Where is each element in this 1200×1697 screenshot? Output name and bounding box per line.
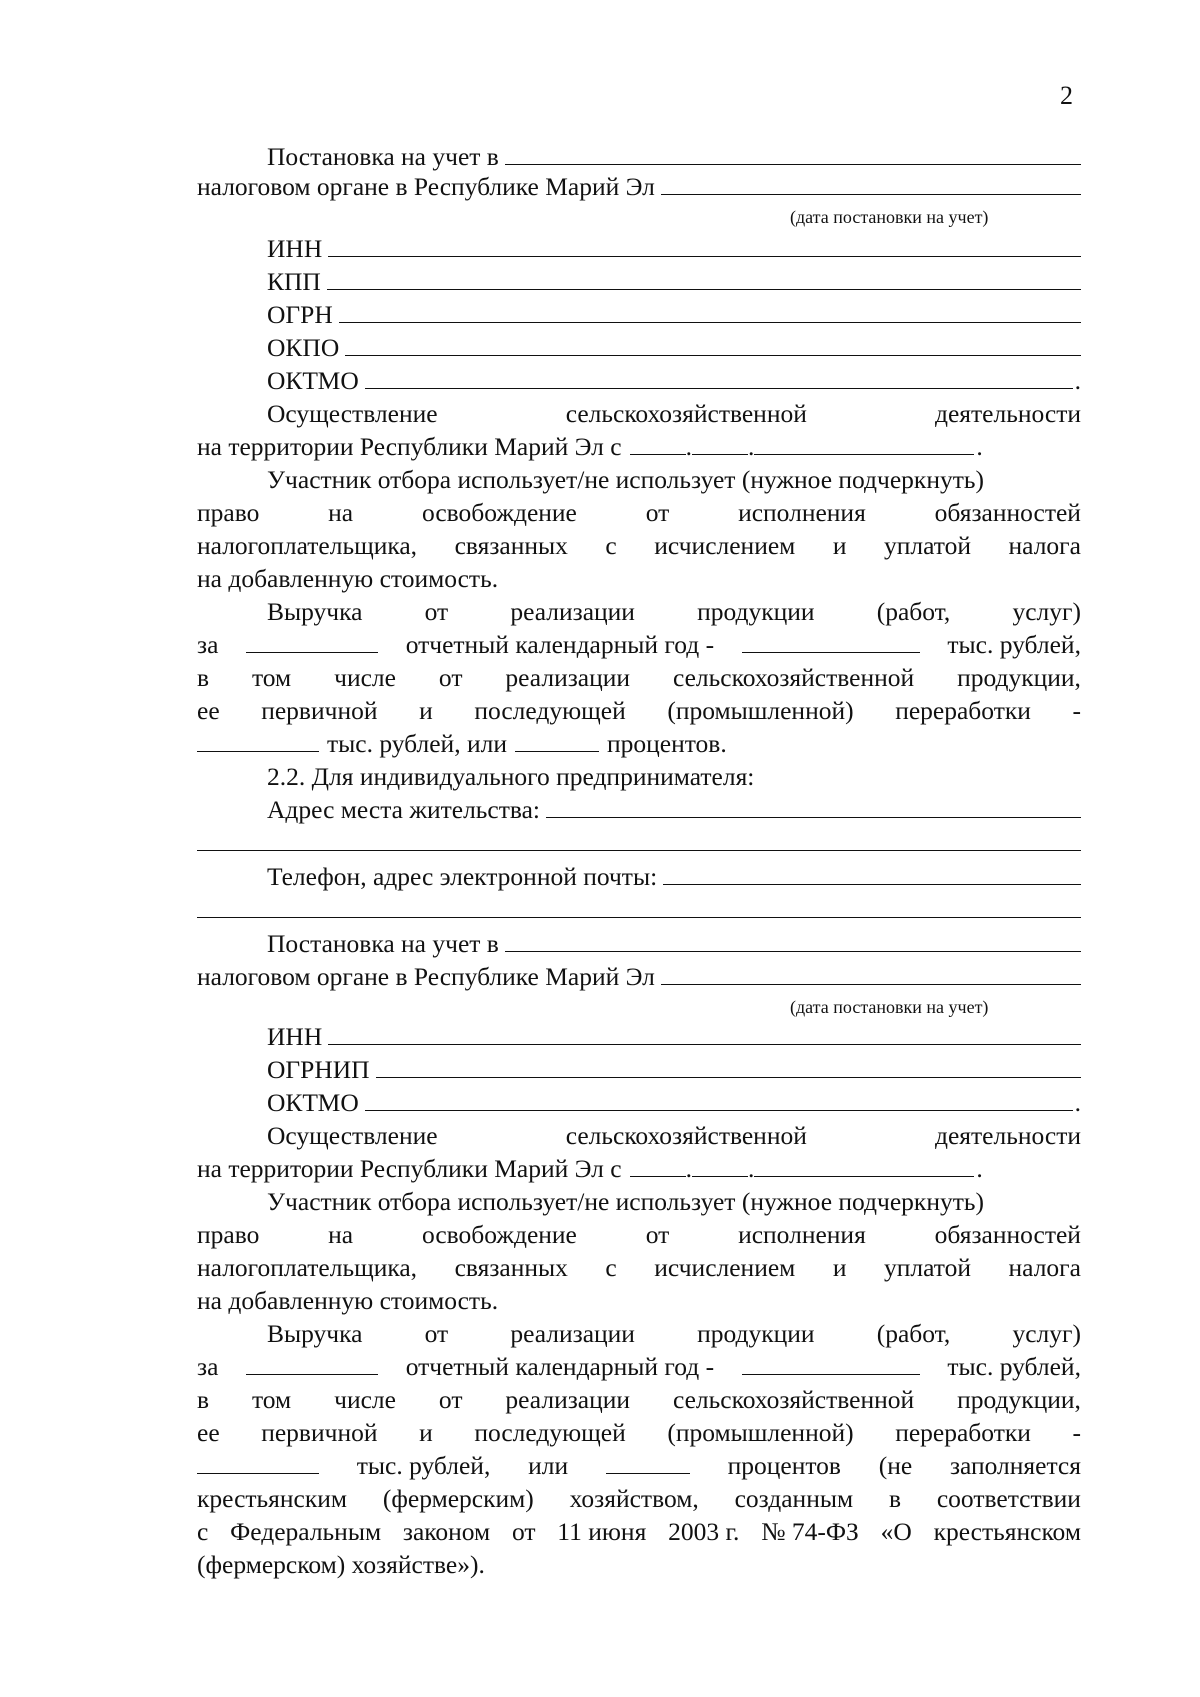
kpp-field[interactable] xyxy=(327,265,1081,290)
word: 2003 г. xyxy=(668,1517,740,1546)
word: исполнения xyxy=(738,498,866,527)
word: переработки xyxy=(895,696,1031,725)
ie-activity-day-field[interactable] xyxy=(630,1152,686,1177)
word: тыс. рублей, xyxy=(356,1451,491,1480)
word: законом xyxy=(402,1517,491,1546)
registration-date-caption: (дата постановки на учет) xyxy=(790,207,989,227)
date-separator: . xyxy=(747,1154,755,1183)
end-dot: . xyxy=(1074,366,1081,395)
word: право xyxy=(197,498,260,527)
activity-word: деятельности xyxy=(935,1121,1081,1150)
law-reference-end: (фермерском) хозяйстве»). xyxy=(197,1550,485,1579)
word: соответствии xyxy=(936,1484,1081,1513)
word: сельскохозяйственной xyxy=(672,1385,915,1414)
kpp-label: КПП xyxy=(267,267,321,296)
ie-vat-line-4 xyxy=(197,1284,1081,1317)
ie-activity-line-1 xyxy=(267,1119,1081,1152)
ie-revenue-line-8 xyxy=(197,1548,1081,1581)
word: (промышленной) xyxy=(667,1418,854,1447)
word: услуг) xyxy=(1012,597,1081,626)
phone-email-field-2[interactable] xyxy=(197,893,1081,918)
word: освобождение xyxy=(421,1220,577,1249)
vat-line-4 xyxy=(197,562,1081,595)
end-dot: . xyxy=(1074,1088,1081,1117)
vat-line-2 xyxy=(197,496,1081,529)
word: числе xyxy=(334,1385,396,1414)
word: (промышленной) xyxy=(667,696,854,725)
word: первичной xyxy=(261,1418,378,1447)
oktmo-label: ОКТМО xyxy=(267,366,359,395)
oktmo-label: ОКТМО xyxy=(267,1088,359,1117)
ie-revenue-line-3 xyxy=(197,1383,1081,1416)
word: числе xyxy=(334,663,396,692)
okpo-line xyxy=(267,331,1081,364)
word: уплатой xyxy=(884,1253,971,1282)
word: право xyxy=(197,1220,260,1249)
activity-word: деятельности xyxy=(935,399,1081,428)
activity-word: Осуществление xyxy=(267,399,438,428)
activity-start-label: на территории Республики Марий Эл с xyxy=(197,432,622,461)
ie-agri-revenue-field[interactable] xyxy=(197,1449,319,1474)
word: с xyxy=(605,531,617,560)
word: налога xyxy=(1008,531,1081,560)
ie-vat-line-2 xyxy=(197,1218,1081,1251)
vat-text: Участник отбора использует/не использует (нужное подчеркнуть) xyxy=(267,465,984,494)
word: с xyxy=(605,1253,617,1282)
ie-vat-line-1 xyxy=(267,1185,1081,1218)
registration-label: Постановка на учет в xyxy=(267,142,499,171)
agri-revenue-field[interactable] xyxy=(197,727,319,752)
ie-revenue-line-7 xyxy=(197,1515,1081,1548)
agri-percent-field[interactable] xyxy=(515,727,599,752)
activity-start-label: на территории Республики Марий Эл с xyxy=(197,1154,622,1183)
thousand-rubles-label: тыс. рублей, xyxy=(947,1352,1081,1381)
activity-word: сельскохозяйственной xyxy=(565,399,807,428)
okpo-label: ОКПО xyxy=(267,333,340,362)
word: и xyxy=(419,696,433,725)
word: реализации xyxy=(510,597,635,626)
inn-field[interactable] xyxy=(328,232,1081,257)
word: реализации xyxy=(505,663,631,692)
registration-line-2 xyxy=(197,170,1081,203)
revenue-line-3 xyxy=(197,661,1081,694)
phone-line-2 xyxy=(197,893,1081,926)
word: сельскохозяйственной xyxy=(672,663,915,692)
word: за xyxy=(197,1352,219,1381)
word: налогоплательщика, xyxy=(197,1253,418,1282)
ie-revenue-line-4 xyxy=(197,1416,1081,1449)
revenue-year-label: отчетный календарный год - xyxy=(405,630,715,659)
activity-month-field[interactable] xyxy=(692,430,748,455)
word: уплатой xyxy=(884,531,971,560)
word: продукции xyxy=(697,1319,815,1348)
ie-tax-authority-field[interactable] xyxy=(505,927,1081,952)
word: ее xyxy=(197,696,220,725)
word: и xyxy=(832,531,847,560)
activity-word: Осуществление xyxy=(267,1121,438,1150)
word: «О xyxy=(880,1517,912,1546)
inn-label: ИНН xyxy=(267,234,323,263)
ie-activity-year-field[interactable] xyxy=(754,1152,974,1177)
word: крестьянским xyxy=(197,1484,348,1513)
ie-activity-month-field[interactable] xyxy=(692,1152,748,1177)
revenue-line-5 xyxy=(197,727,1081,760)
phone-email-label: Телефон, адрес электронной почты: xyxy=(267,862,658,891)
tax-authority-label: налоговом органе в Республике Марий Эл xyxy=(197,172,655,201)
word: исчислением xyxy=(654,1253,796,1282)
address-field[interactable] xyxy=(546,793,1081,818)
word: от xyxy=(424,597,449,626)
inn-line xyxy=(267,232,1081,265)
oktmo-line xyxy=(267,364,1081,397)
word: хозяйством, xyxy=(569,1484,699,1513)
word: 11 июня xyxy=(557,1517,647,1546)
word: Выручка xyxy=(267,1319,363,1348)
oktmo-field[interactable] xyxy=(365,364,1073,389)
vat-text: на добавленную стоимость. xyxy=(197,1286,499,1315)
word: продукции xyxy=(697,597,815,626)
word: связанных xyxy=(454,531,568,560)
ogrn-label: ОГРН xyxy=(267,300,333,329)
thousand-rubles-or-label: тыс. рублей, или xyxy=(327,729,507,758)
revenue-year-label: отчетный календарный год - xyxy=(405,1352,715,1381)
word: на xyxy=(328,1220,354,1249)
word: на xyxy=(328,498,354,527)
activity-line-2 xyxy=(197,430,1081,463)
word: и xyxy=(832,1253,847,1282)
word: реализации xyxy=(505,1385,631,1414)
ogrn-field[interactable] xyxy=(339,298,1081,323)
word: первичной xyxy=(261,696,378,725)
word: (не xyxy=(878,1451,913,1480)
ie-ogrnip-line xyxy=(267,1053,1081,1086)
activity-word: сельскохозяйственной xyxy=(565,1121,807,1150)
vat-line-1 xyxy=(267,463,1081,496)
phone-line xyxy=(267,860,1081,893)
ie-agri-percent-field[interactable] xyxy=(606,1449,690,1474)
word: исчислением xyxy=(654,531,796,560)
word: в xyxy=(888,1484,902,1513)
vat-text: Участник отбора использует/не использует (нужное подчеркнуть) xyxy=(267,1187,984,1216)
word: от xyxy=(438,663,463,692)
word: от xyxy=(511,1517,536,1546)
word: от xyxy=(645,498,670,527)
ie-revenue-total-field[interactable] xyxy=(742,1350,920,1375)
registration-date-field[interactable] xyxy=(661,170,1081,195)
address-label: Адрес места жительства: xyxy=(267,795,540,824)
section-heading xyxy=(267,760,1081,793)
word: (работ, xyxy=(876,1319,951,1348)
address-field-2[interactable] xyxy=(197,826,1081,851)
activity-year-field[interactable] xyxy=(754,430,974,455)
word: переработки xyxy=(895,1418,1031,1447)
address-line xyxy=(267,793,1081,826)
word: или xyxy=(528,1451,569,1480)
tax-authority-field[interactable] xyxy=(505,140,1081,165)
ie-registration-line-2 xyxy=(197,960,1081,993)
word: в xyxy=(197,663,210,692)
ie-revenue-line-5 xyxy=(197,1449,1081,1482)
word: Федеральным xyxy=(230,1517,382,1546)
word: Выручка xyxy=(267,597,363,626)
word: (фермерским) xyxy=(382,1484,534,1513)
word: продукции, xyxy=(957,1385,1081,1414)
revenue-total-field[interactable] xyxy=(742,628,920,653)
word: и xyxy=(419,1418,433,1447)
ie-inn-line xyxy=(267,1020,1081,1053)
word: созданным xyxy=(734,1484,854,1513)
word: в xyxy=(197,1385,210,1414)
word: с xyxy=(197,1517,209,1546)
word: связанных xyxy=(454,1253,568,1282)
word: обязанностей xyxy=(934,498,1081,527)
word: последующей xyxy=(474,1418,626,1447)
word: № 74-ФЗ xyxy=(761,1517,859,1546)
activity-line-1 xyxy=(267,397,1081,430)
activity-day-field[interactable] xyxy=(630,430,686,455)
vat-text: на добавленную стоимость. xyxy=(197,564,499,593)
ogrnip-label: ОГРНИП xyxy=(267,1055,370,1084)
ie-oktmo-field[interactable] xyxy=(365,1086,1073,1111)
revenue-line-2 xyxy=(197,628,1081,661)
word: обязанностей xyxy=(934,1220,1081,1249)
registration-label: Постановка на учет в xyxy=(267,929,499,958)
word: реализации xyxy=(510,1319,635,1348)
vat-line-3 xyxy=(197,529,1081,562)
percent-label: процентов. xyxy=(606,729,727,758)
page-number: 2 xyxy=(1060,81,1073,110)
word: крестьянском xyxy=(933,1517,1081,1546)
word: освобождение xyxy=(421,498,577,527)
word: от xyxy=(438,1385,463,1414)
word: от xyxy=(645,1220,670,1249)
ie-revenue-line-2 xyxy=(197,1350,1081,1383)
ie-registration-line xyxy=(267,927,1081,960)
ogrn-line xyxy=(267,298,1081,331)
ie-registration-date-field[interactable] xyxy=(661,960,1081,985)
word: том xyxy=(251,663,292,692)
word: от xyxy=(424,1319,449,1348)
date-separator: . xyxy=(685,1154,692,1183)
word: ее xyxy=(197,1418,220,1447)
word: налогоплательщика, xyxy=(197,531,418,560)
word: за xyxy=(197,630,219,659)
tax-authority-label: налоговом органе в Республике Марий Эл xyxy=(197,962,655,991)
okpo-field[interactable] xyxy=(345,331,1081,356)
word: том xyxy=(251,1385,292,1414)
ie-registration-date-caption: (дата постановки на учет) xyxy=(790,997,989,1017)
ie-revenue-year-field[interactable] xyxy=(246,1350,378,1375)
revenue-year-field[interactable] xyxy=(246,628,378,653)
address-line-2 xyxy=(197,826,1081,859)
word: процентов xyxy=(727,1451,841,1480)
thousand-rubles-label: тыс. рублей, xyxy=(947,630,1081,659)
phone-email-field[interactable] xyxy=(663,860,1081,885)
date-separator: . xyxy=(685,432,692,461)
word: продукции, xyxy=(957,663,1081,692)
end-dot: . xyxy=(976,432,983,461)
word: налога xyxy=(1008,1253,1081,1282)
revenue-line-1 xyxy=(267,595,1081,628)
end-dot: . xyxy=(976,1154,983,1183)
ie-revenue-line-1 xyxy=(267,1317,1081,1350)
word: заполняется xyxy=(949,1451,1081,1480)
word: исполнения xyxy=(738,1220,866,1249)
revenue-line-4 xyxy=(197,694,1081,727)
ie-revenue-line-6 xyxy=(197,1482,1081,1515)
inn-label: ИНН xyxy=(267,1022,323,1051)
ie-vat-line-3 xyxy=(197,1251,1081,1284)
registration-line xyxy=(267,140,1081,173)
ie-activity-line-2 xyxy=(197,1152,1081,1185)
ie-oktmo-line xyxy=(267,1086,1081,1119)
ie-inn-field[interactable] xyxy=(328,1020,1081,1045)
word: последующей xyxy=(474,696,626,725)
date-separator: . xyxy=(747,432,755,461)
section-title: 2.2. Для индивидуального предпринимателя: xyxy=(267,762,755,791)
word: - xyxy=(1072,696,1081,725)
word: услуг) xyxy=(1012,1319,1081,1348)
word: (работ, xyxy=(876,597,951,626)
word: - xyxy=(1072,1418,1081,1447)
ie-ogrnip-field[interactable] xyxy=(376,1053,1081,1078)
kpp-line xyxy=(267,265,1081,298)
